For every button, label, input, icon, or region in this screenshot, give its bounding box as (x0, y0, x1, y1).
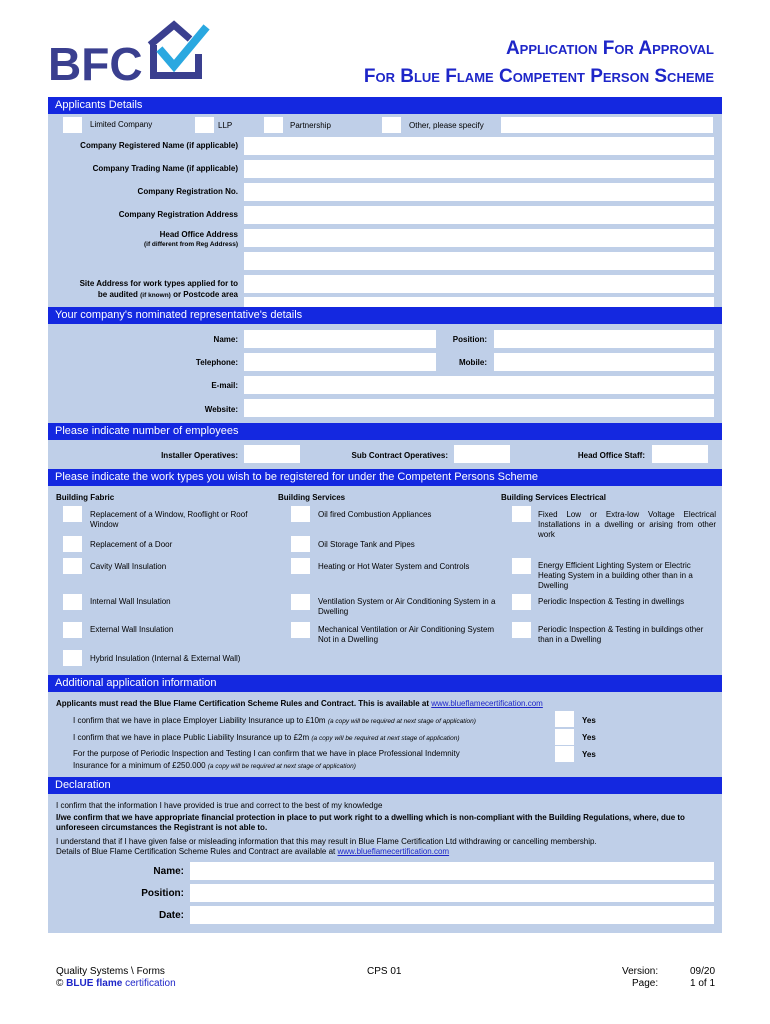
label-partnership: Partnership (290, 121, 331, 130)
label-q1-yes: Yes (582, 716, 596, 725)
checkbox-limited-company[interactable] (63, 117, 82, 133)
checkbox-door[interactable] (63, 536, 82, 552)
label-rep-website: Website: (204, 405, 238, 414)
label-llp: LLP (218, 121, 233, 130)
declaration-line4: Details of Blue Flame Certification Scheme Rules and Contract are available at www.blueflamecertification.com (56, 847, 450, 856)
checkbox-heating-hot-water[interactable] (291, 558, 310, 574)
label-external-wall: External Wall Insulation (90, 625, 174, 634)
label-site-address-2: be audited (if known) or Postcode area (97, 290, 238, 299)
section-additional-heading: Additional application information (48, 675, 722, 692)
section-worktypes-heading: Please indicate the work types you wish to be registered for under the Competent Persons Scheme (48, 469, 722, 486)
checkbox-hybrid-insulation[interactable] (63, 650, 82, 666)
label-internal-wall: Internal Wall Insulation (90, 597, 171, 606)
footer-version-value: 09/20 (690, 966, 716, 977)
checkbox-pit-buildings[interactable] (512, 622, 531, 638)
other-specify-input[interactable] (501, 117, 713, 133)
label-oil-appliances: Oil fired Combustion Appliances (318, 510, 432, 519)
checkbox-q2-yes[interactable] (555, 729, 574, 745)
q3-text-line1: For the purpose of Periodic Inspection and Testing I can confirm that we have in place Professional Indemnity (73, 749, 460, 758)
label-heating-hot-water: Heating or Hot Water System and Controls (318, 562, 470, 571)
checkbox-pit-dwellings[interactable] (512, 594, 531, 610)
decl-name-input[interactable] (190, 862, 714, 880)
footer-doc-path: Quality Systems \ Forms (56, 966, 165, 977)
section-rep-heading: Your company's nominated representative's details (48, 307, 722, 324)
label-rep-mobile: Mobile: (459, 358, 487, 367)
checkbox-q1-yes[interactable] (555, 711, 574, 727)
reg-address-input[interactable] (244, 206, 714, 224)
label-limited-company: Limited Company (90, 120, 153, 129)
label-trading-name: Company Trading Name (if applicable) (92, 164, 238, 173)
label-subcontract-operatives: Sub Contract Operatives: (351, 451, 448, 460)
site-address-input-1[interactable] (244, 275, 714, 293)
declaration-line1: I confirm that the information I have provided is true and correct to the best of my knowledge (56, 801, 383, 810)
decl-position-input[interactable] (190, 884, 714, 902)
label-decl-name: Name: (153, 866, 184, 877)
label-site-address-1: Site Address for work types applied for to (79, 279, 238, 288)
checkbox-oil-storage[interactable] (291, 536, 310, 552)
reg-no-input[interactable] (244, 183, 714, 201)
checkbox-other[interactable] (382, 117, 401, 133)
checkbox-partnership[interactable] (264, 117, 283, 133)
bfc-logo-graphic (48, 20, 218, 88)
decl-date-input[interactable] (190, 906, 714, 924)
label-window: Replacement of a Window, Rooflight or Roof Window (90, 510, 248, 529)
trading-name-input[interactable] (244, 160, 714, 178)
checkbox-window[interactable] (63, 506, 82, 522)
label-pit-dwellings: Periodic Inspection & Testing in dwellings (538, 597, 685, 606)
label-hybrid-insulation: Hybrid Insulation (Internal & External Wall) (90, 654, 241, 663)
section-employees-heading: Please indicate number of employees (48, 423, 722, 440)
head-office-input-1[interactable] (244, 229, 714, 247)
label-cavity-wall: Cavity Wall Insulation (90, 562, 167, 571)
checkbox-external-wall[interactable] (63, 622, 82, 638)
checkbox-llp[interactable] (195, 117, 214, 133)
footer-version-label: Version: (622, 966, 659, 977)
head-office-input-2[interactable] (244, 252, 714, 270)
section-declaration-heading: Declaration (48, 777, 722, 794)
rep-mobile-input[interactable] (494, 353, 714, 371)
label-ventilation-dwelling: Ventilation System or Air Conditioning System in a Dwelling (318, 597, 496, 616)
q2-text: I confirm that we have in place Public Liability Insurance up to £2m (a copy will be required at next stage of application) (73, 733, 460, 742)
label-mech-ventilation: Mechanical Ventilation or Air Conditioning System Not in a Dwelling (318, 625, 495, 644)
label-q3-yes: Yes (582, 750, 596, 759)
head-office-staff-input[interactable] (652, 445, 708, 463)
page-title-line1: Application For Approval (505, 38, 714, 59)
label-installer-operatives: Installer Operatives: (161, 451, 238, 460)
section-applicants-heading: Applicants Details (48, 97, 722, 114)
rules-link[interactable]: www.blueflamecertification.com (431, 699, 543, 708)
footer-doc-code: CPS 01 (367, 966, 402, 977)
label-head-office-staff: Head Office Staff: (577, 451, 645, 460)
q3-text-line2: Insurance for a minimum of £250.000 (a copy will be required at next stage of application) (73, 761, 356, 770)
page-title-line2: For Blue Flame Competent Person Scheme (363, 66, 714, 87)
rep-email-input[interactable] (244, 376, 714, 394)
declaration-line2: I/we confirm that we have appropriate financial protection in place to put work right to a dwelling which is non-compliant with the Building Regulations, where, due to unforeseen circumstances the Registrant is not able to. (56, 813, 685, 832)
label-pit-buildings: Periodic Inspection & Testing in buildings other than in a Dwelling (538, 625, 704, 644)
label-reg-name: Company Registered Name (if applicable) (80, 141, 238, 150)
col-building-fabric-title: Building Fabric (56, 493, 115, 502)
label-oil-storage: Oil Storage Tank and Pipes (318, 540, 415, 549)
label-rep-name: Name: (213, 335, 238, 344)
footer-brand: © BLUE flame certification (56, 978, 176, 989)
checkbox-oil-appliances[interactable] (291, 506, 310, 522)
footer-page-label: Page: (632, 978, 659, 989)
col-electrical-title: Building Services Electrical (501, 493, 606, 502)
checkbox-fixed-voltage[interactable] (512, 506, 531, 522)
label-reg-no: Company Registration No. (137, 187, 238, 196)
label-head-office-note: (if different from Reg Address) (143, 241, 238, 248)
checkbox-q3-yes[interactable] (555, 746, 574, 762)
label-q2-yes: Yes (582, 733, 596, 742)
label-reg-address: Company Registration Address (118, 210, 238, 219)
checkbox-internal-wall[interactable] (63, 594, 82, 610)
declaration-line3: I understand that if I have given false or misleading information that this may result in Blue Flame Certification Ltd withdrawing or cancelling membership. (56, 837, 597, 846)
rules-text: Applicants must read the Blue Flame Certification Scheme Rules and Contract. This is available at www.blueflamecertification.com (56, 699, 543, 708)
footer-page-value: 1 of 1 (690, 978, 716, 989)
label-decl-date: Date: (158, 910, 184, 921)
q1-text: I confirm that we have in place Employer Liability Insurance up to £10m (a copy will be required at next stage of application) (73, 716, 476, 725)
label-head-office: Head Office Address (159, 230, 238, 239)
label-fixed-voltage: Fixed Low or Extra-low Voltage Electrical Installations in a dwelling or arising from other work (538, 510, 716, 539)
label-rep-email: E-mail: (211, 381, 238, 390)
label-door: Replacement of a Door (90, 540, 173, 549)
rep-website-input[interactable] (244, 399, 714, 417)
label-rep-telephone: Telephone: (195, 358, 238, 367)
label-rep-position: Position: (452, 335, 487, 344)
label-decl-position: Position: (141, 888, 184, 899)
label-other: Other, please specify (409, 121, 484, 130)
rep-position-input[interactable] (494, 330, 714, 348)
application-form (48, 97, 722, 933)
reg-name-input[interactable] (244, 137, 714, 155)
checkbox-energy-lighting[interactable] (512, 558, 531, 574)
logo-text: BFC (48, 38, 143, 88)
checkbox-cavity-wall[interactable] (63, 558, 82, 574)
declaration-link[interactable]: www.blueflamecertification.com (337, 847, 450, 856)
checkbox-ventilation-dwelling[interactable] (291, 594, 310, 610)
label-energy-lighting: Energy Efficient Lighting System or Electric Heating System in a building other than in a Dwelling (538, 561, 693, 590)
checkbox-mech-ventilation[interactable] (291, 622, 310, 638)
bfc-logo (48, 20, 218, 88)
col-building-services-title: Building Services (278, 493, 346, 502)
